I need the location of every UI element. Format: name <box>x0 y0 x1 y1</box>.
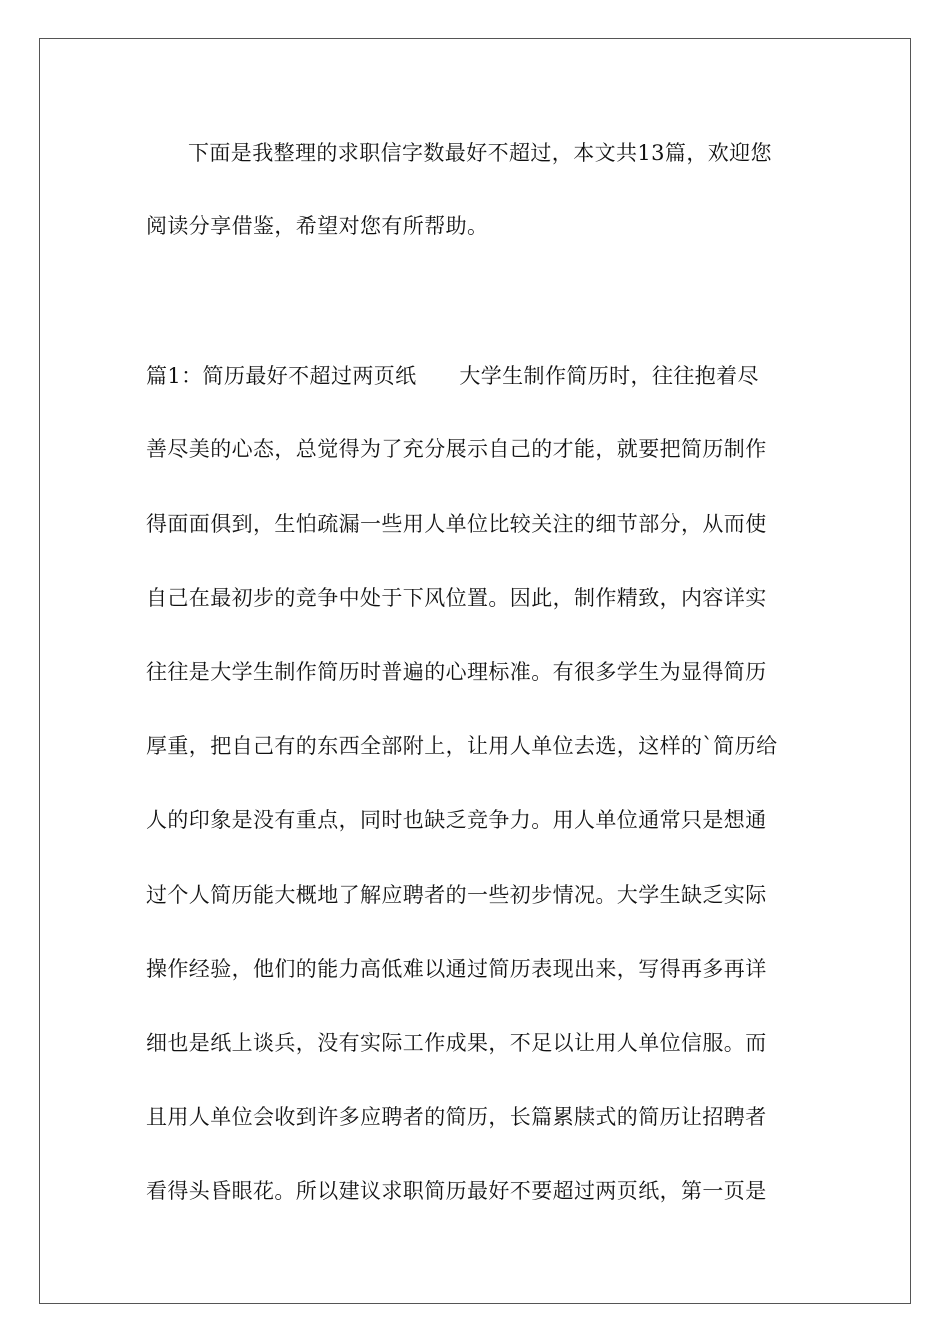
article-line-3: 得面面俱到，生怕疏漏一些用人单位比较关注的细节部分，从而使 <box>146 512 767 536</box>
article-line-5: 往往是大学生制作简历时普遍的心理标准。有很多学生为显得简历 <box>146 660 767 684</box>
article-line-11: 且用人单位会收到许多应聘者的简历，长篇累牍式的简历让招聘者 <box>146 1105 767 1129</box>
article-line-10: 细也是纸上谈兵，没有实际工作成果，不足以让用人单位信服。而 <box>146 1031 767 1055</box>
article-line-12: 看得头昏眼花。所以建议求职简历最好不要超过两页纸，第一页是 <box>146 1179 767 1203</box>
intro-line-2: 阅读分享借鉴，希望对您有所帮助。 <box>146 214 489 238</box>
article-line-6: 厚重，把自己有的东西全部附上，让用人单位去选，这样的`简历给 <box>146 734 778 758</box>
article-line-2: 善尽美的心态，总觉得为了充分展示自己的才能，就要把简历制作 <box>146 437 767 461</box>
article-line-9: 操作经验，他们的能力高低难以通过简历表现出来，写得再多再详 <box>146 957 767 981</box>
article-line-7: 人的印象是没有重点，同时也缺乏竞争力。用人单位通常只是想通 <box>146 808 767 832</box>
article-line-8: 过个人简历能大概地了解应聘者的一些初步情况。大学生缺乏实际 <box>146 883 767 907</box>
intro-line-1: 下面是我整理的求职信字数最好不超过，本文共13篇，欢迎您 <box>188 141 772 165</box>
article-line-4: 自己在最初步的竞争中处于下风位置。因此，制作精致，内容详实 <box>146 586 767 610</box>
article-line-1: 篇1：简历最好不超过两页纸 大学生制作简历时，往往抱着尽 <box>146 364 759 388</box>
